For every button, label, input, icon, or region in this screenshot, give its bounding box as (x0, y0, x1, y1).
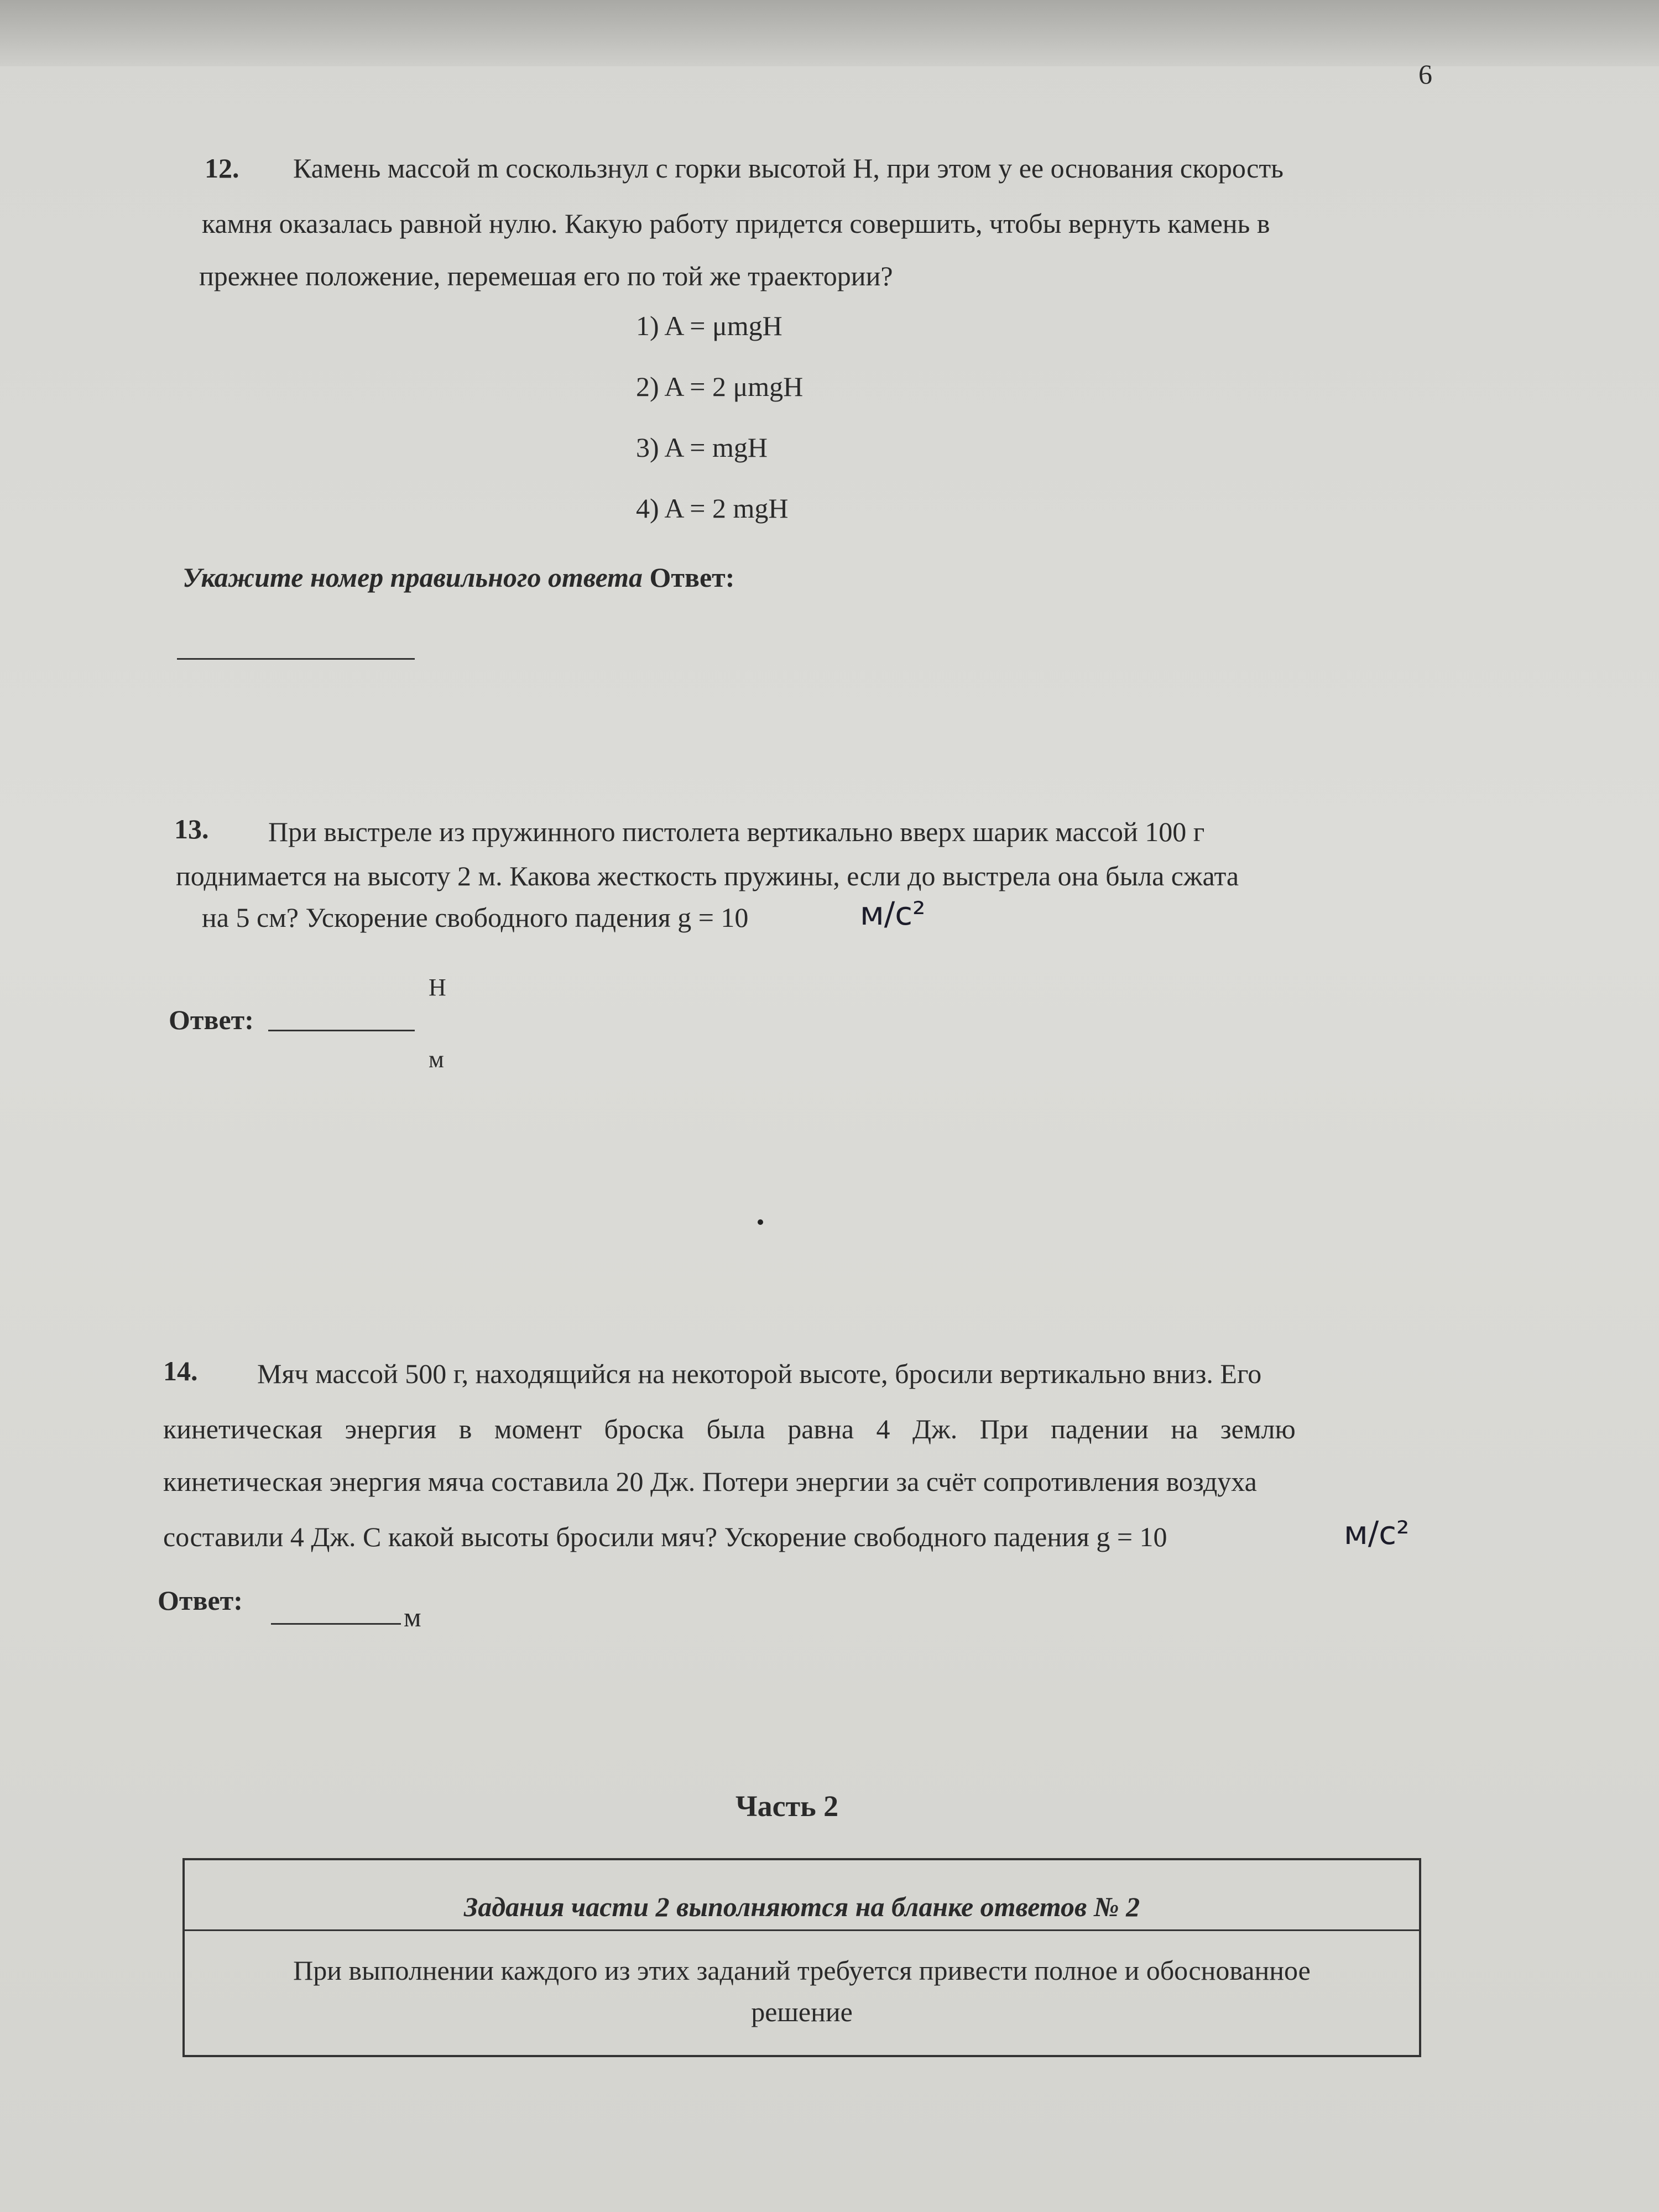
question-text-line: При выстреле из пружинного пистолета вертикально вверх шарик массой 100 г (268, 816, 1205, 847)
part-title: Часть 2 (735, 1790, 839, 1823)
page-fold-shadow (0, 0, 1659, 66)
question-text-line: составили 4 Дж. С какой высоты бросили мяч? Ускорение свободного падения g = 10 (163, 1521, 1167, 1552)
box-title: Задания части 2 выполняются на бланке ответов № 2 (463, 1891, 1140, 1922)
instruction-box (182, 1858, 1421, 2057)
answer-option-1: 1) A = μmgH (636, 310, 782, 341)
question-number: 14. (163, 1355, 198, 1386)
question-text-line: камня оказалась равной нулю. Какую работу придется совершить, чтобы вернуть камень в (202, 208, 1270, 239)
answer-blank-line (177, 658, 415, 660)
question-text-line: Мяч массой 500 г, находящийся на некоторой высоте, бросили вертикально вниз. Его (257, 1358, 1262, 1389)
answer-label: Ответ: (649, 562, 735, 593)
answer-blank-line (268, 1030, 415, 1031)
answer-label: Ответ: (158, 1585, 243, 1616)
handwritten-unit: м/с² (860, 895, 926, 932)
box-text: решение (751, 1996, 853, 2027)
question-number: 13. (174, 813, 209, 844)
unit-denominator: м (429, 1046, 444, 1073)
answer-blank-line (271, 1623, 401, 1625)
instruction-text: Укажите номер правильного ответа (182, 562, 643, 593)
question-text-line: поднимается на высоту 2 м. Какова жесткость пружины, если до выстрела она была сжата (176, 860, 1239, 891)
box-text: При выполнении каждого из этих заданий требуется привести полное и обоснованное (293, 1955, 1311, 1986)
answer-option-4: 4) A = 2 mgH (636, 493, 789, 524)
question-text-line: прежнее положение, перемешая его по той же траектории? (199, 260, 893, 291)
question-text-line: кинетическая энергия в момент броска была равна 4 Дж. При падении на землю (163, 1413, 1296, 1444)
handwritten-unit: м/с² (1344, 1514, 1410, 1552)
answer-unit: м (404, 1601, 421, 1632)
question-number: 12. (205, 153, 239, 184)
divider (185, 1929, 1419, 1931)
answer-option-2: 2) A = 2 μmgH (636, 371, 804, 402)
question-text-line: на 5 см? Ускорение свободного падения g = 10 (202, 902, 749, 933)
answer-instruction (182, 561, 734, 593)
page-number: 6 (1418, 59, 1432, 90)
ink-mark (758, 1219, 763, 1225)
question-text-line: Камень массой m соскользнул с горки высотой H, при этом у ее основания скорость (293, 153, 1284, 184)
answer-label: Ответ: (169, 1004, 254, 1035)
answer-option-3: 3) A = mgH (636, 432, 768, 463)
unit-numerator: Н (429, 974, 446, 1001)
question-text-line: кинетическая энергия мяча составила 20 Дж. Потери энергии за счёт сопротивления воздуха (163, 1466, 1257, 1497)
